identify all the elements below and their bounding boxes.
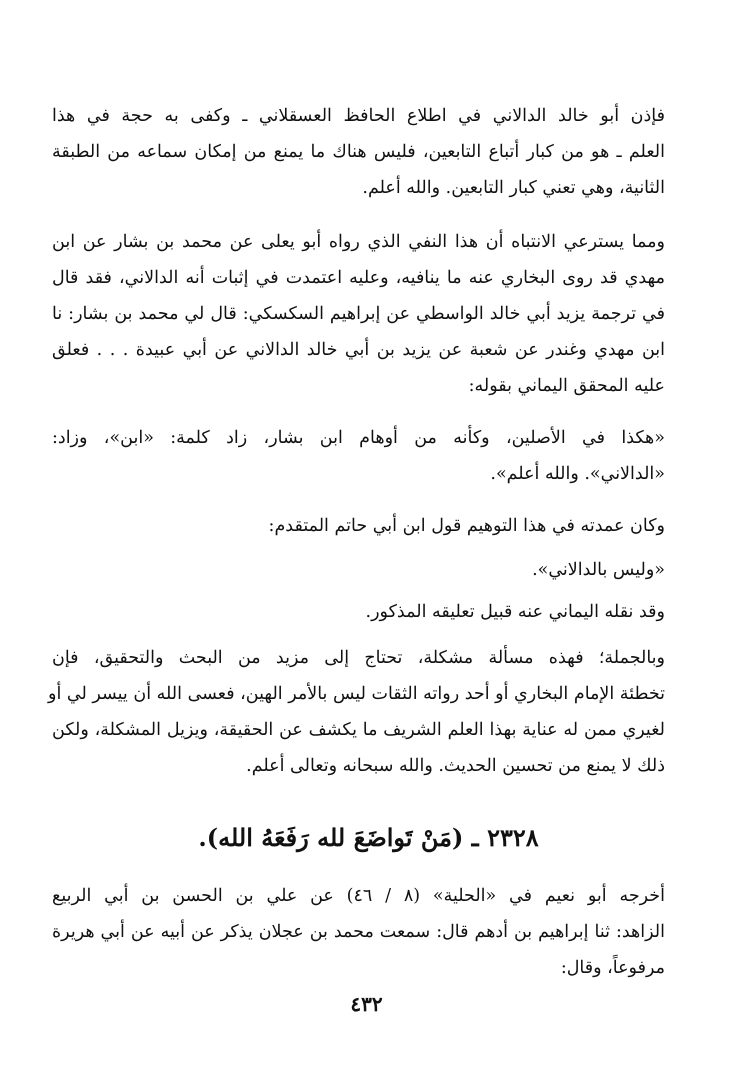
text-line: في ترجمة يزيد أبي خالد الواسطي عن إبراهيم السكسكي: قال لي محمد بن بشار: نا — [52, 304, 665, 324]
text-line: «هكذا في الأصلين، وكأنه من أوهام ابن بشار، زاد كلمة: «ابن»، وزاد: — [52, 428, 665, 448]
text-line: لغيري ممن له عناية بهذا العلم الشريف ما يكشف عن الحقيقة، ويزيل المشكلة، ولكن — [52, 720, 665, 740]
paragraph-conclusion — [48, 640, 685, 784]
paragraph-yamani-quote — [52, 420, 685, 492]
paragraph-bukhari-narration — [52, 224, 685, 404]
text-line: «الدالاني». والله أعلم». — [490, 464, 665, 484]
paragraph-yamani-note — [52, 594, 685, 630]
text-line: وقد نقله اليماني عنه قبيل تعليقه المذكور. — [365, 602, 665, 622]
text-line: عليه المحقق اليماني بقوله: — [468, 376, 665, 396]
hadith-heading: ٢٣٢٨ ـ (مَنْ تَواضَعَ لله رَفَعَهُ الله). — [198, 823, 539, 852]
page-number: ٤٣٢ — [350, 992, 383, 1016]
text-line: وكان عمدته في هذا التوهيم قول ابن أبي حاتم المتقدم: — [268, 516, 665, 536]
text-line: وبالجملة؛ فهذه مسألة مشكلة، تحتاج إلى مزيد من البحث والتحقيق، فإن — [52, 648, 665, 668]
text-line: مرفوعاً، وقال: — [560, 958, 665, 978]
text-line: فإذن أبو خالد الدالاني في اطلاع الحافظ العسقلاني ـ وكفى به حجة في هذا — [52, 106, 665, 126]
text-line: مهدي قد روى البخاري عنه ما ينافيه، وعليه اعتمدت في إثبات أنه الدالاني، فقد قال — [52, 268, 665, 288]
text-line: ذلك لا يمنع من تحسين الحديث. والله سبحانه وتعالى أعلم. — [246, 756, 665, 776]
paragraph-dalani-verdict — [52, 98, 685, 206]
paragraph-takhrij — [52, 878, 685, 986]
text-line: تخطئة الإمام البخاري أو أحد رواته الثقات ليس بالأمر الهين، فعسى الله أن ييسر لي أو — [48, 684, 665, 704]
text-line: الثانية، وهي تعني كبار التابعين. والله أعلم. — [362, 178, 665, 198]
paragraph-quote-not-dalani — [52, 552, 685, 588]
text-line: العلم ـ هو من كبار أتباع التابعين، فليس هناك ما يمنع من إمكان سماعه من الطبقة — [52, 142, 665, 162]
text-line: ابن مهدي وغندر عن شعبة عن يزيد بن أبي خالد الدالاني عن أبي عبيدة . . . فعلق — [52, 340, 665, 360]
text-line: ومما يسترعي الانتباه أن هذا النفي الذي رواه أبو يعلى عن محمد بن بشار عن ابن — [52, 232, 665, 252]
paragraph-abi-hatim — [52, 508, 685, 544]
text-line: الزاهد: ثنا إبراهيم بن أدهم قال: سمعت محمد بن عجلان يذكر عن أبيه عن أبي هريرة — [52, 922, 665, 942]
text-line: أخرجه أبو نعيم في «الحلية» (٨ / ٤٦) عن علي بن الحسن بن أبي الربيع — [52, 886, 665, 906]
text-line: «وليس بالدالاني». — [532, 560, 665, 580]
